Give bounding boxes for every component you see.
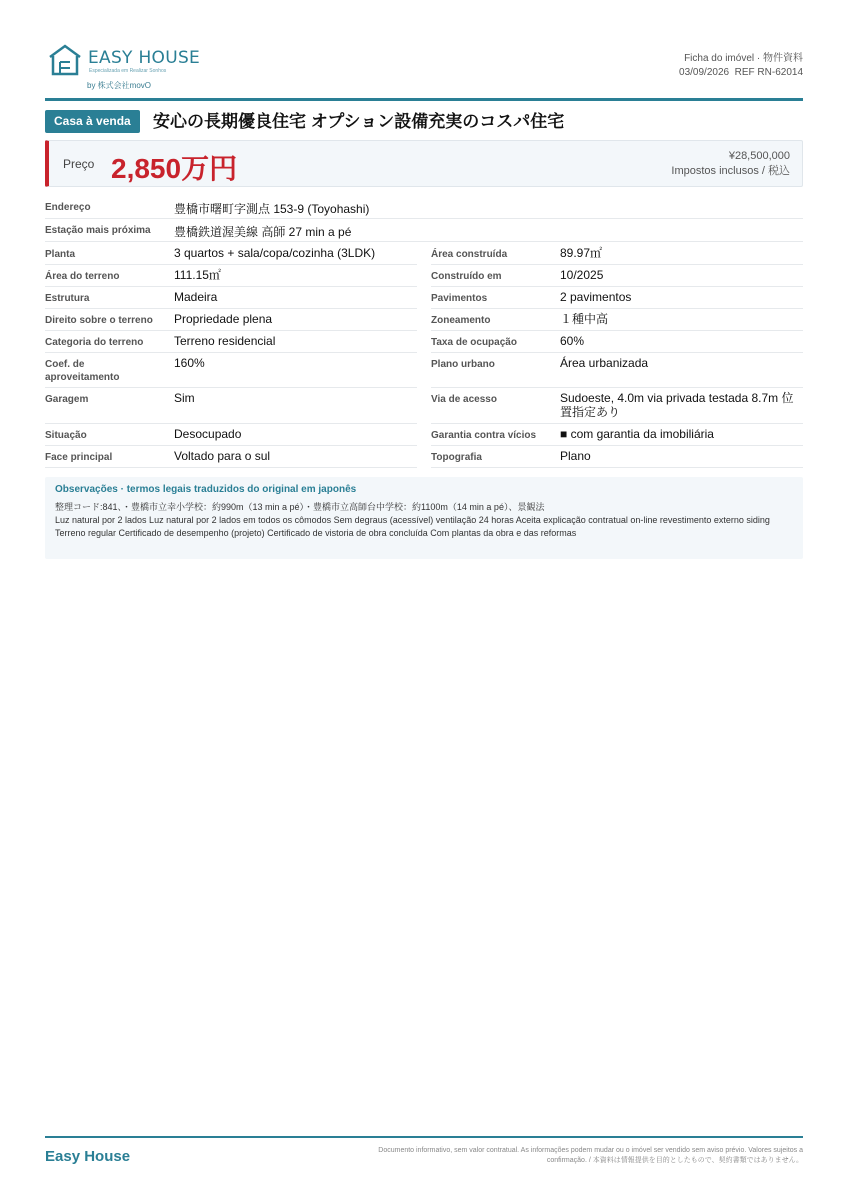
price-label: Preço (63, 157, 95, 171)
notes-line-2: Luz natural por 2 lados Luz natural por 2 lados em todos os cômodos Sem degraus (acessível) ventilação 24 horas Aceita explicação contratual on-line revestimento externo siding Terreno regular Certificado de desempenho (projeto) Certificado de vistoria de obra concluída Com plantas da obra e das reformas (55, 515, 770, 538)
detail-cell (45, 352, 417, 388)
detail-label: Plano urbano (431, 359, 495, 370)
detail-value: Propriedade plena (174, 312, 273, 326)
house-logo-icon (48, 44, 82, 76)
detail-label: Situação (45, 430, 87, 441)
listing-title: 安心の長期優良住宅 オプション設備充実のコスパ住宅 (153, 112, 565, 131)
logo-name: EASY HOUSE (88, 48, 201, 68)
detail-cell (431, 242, 803, 265)
detail-row (45, 196, 803, 219)
doc-ref: REF RN-62014 (734, 67, 803, 78)
detail-row (45, 308, 803, 330)
detail-value: 10/2025 (560, 268, 604, 282)
detail-label: Garantia contra vícios (431, 430, 537, 441)
detail-label: Coef. de aproveitamento (45, 359, 120, 383)
detail-cell (431, 387, 803, 424)
detail-row (45, 286, 803, 308)
detail-label: Face principal (45, 452, 113, 463)
doc-date: 03/09/2026 (679, 67, 730, 78)
detail-value: 2 pavimentos (560, 290, 632, 304)
price-details (671, 149, 790, 179)
detail-value: Sim (174, 391, 195, 405)
detail-label: Pavimentos (431, 293, 488, 304)
detail-value: Plano (560, 449, 591, 463)
detail-row (45, 242, 803, 264)
detail-value: 111.15㎡ (174, 268, 221, 282)
tax-note: Impostos inclusos / 税込 (671, 165, 790, 177)
notes-line-1: 整理コード:841、・豊橋市立幸小学校：約990m（13 min a pé）・豊橋市立高師台中学校：約1100m（14 min a pé）、景観法 (55, 502, 545, 512)
detail-value: 3 quartos + sala/copa/cozinha (3LDK) (174, 246, 376, 260)
detail-value: 89.97㎡ (560, 246, 603, 260)
price-value: 2,850万円 (111, 153, 238, 184)
detail-value: Madeira (174, 290, 218, 304)
detail-cell (45, 423, 417, 446)
address-label: Endereço (45, 202, 91, 213)
detail-cell (45, 264, 417, 287)
detail-row (45, 330, 803, 352)
price-box (45, 140, 803, 187)
detail-cell (45, 286, 417, 309)
detail-value: Sudoeste, 4.0m via privada testada 8.7m 位置指定あり (560, 391, 794, 419)
header-divider (45, 98, 803, 101)
logo-by: by 株式会社movO (87, 81, 152, 90)
detail-cell (45, 445, 417, 468)
detail-cell (431, 286, 803, 309)
detail-cell (45, 242, 417, 265)
document-meta (679, 52, 803, 80)
sale-badge: Casa à venda (45, 110, 140, 133)
detail-label: Área construída (431, 249, 508, 260)
detail-row (45, 423, 803, 445)
detail-cell (431, 264, 803, 287)
logo (48, 42, 201, 92)
detail-cell (431, 308, 803, 331)
price-yen: ¥28,500,000 (728, 150, 790, 162)
detail-cell (431, 445, 803, 468)
detail-row (45, 445, 803, 467)
station-value: 豊橋鉄道渥美線 高師 27 min a pé (174, 225, 352, 239)
detail-label: Categoria do terreno (45, 337, 144, 348)
detail-label: Zoneamento (431, 315, 491, 326)
footer-disclaimer: Documento informativo, sem valor contratual. As informações podem mudar ou o imóvel ser vendido sem aviso prévio. Valores sujeitos a confirmação. / 本資料は情報提供を目的としたもので、契約書類ではありません。 (378, 1147, 803, 1164)
details-table (45, 196, 803, 467)
notes-title: Observações · termos legais traduzidos do original em japonês (55, 484, 357, 495)
detail-row (45, 219, 803, 242)
detail-label: Estrutura (45, 293, 90, 304)
detail-cell (45, 308, 417, 331)
detail-value: ■ com garantia da imobiliária (560, 427, 714, 441)
detail-cell (45, 387, 417, 424)
detail-row (45, 352, 803, 387)
detail-label: Via de acesso (431, 394, 497, 405)
detail-label: Garagem (45, 394, 89, 405)
header (45, 42, 803, 100)
detail-label: Taxa de ocupação (431, 337, 517, 348)
title-row (45, 110, 803, 134)
logo-tagline: Especializada em Realizar Sonhos (89, 68, 167, 74)
footer-divider (45, 1136, 803, 1138)
detail-cell (431, 352, 803, 388)
date-ref (679, 66, 803, 80)
detail-cell (431, 330, 803, 353)
detail-row (45, 387, 803, 423)
detail-value: Área urbanizada (560, 356, 649, 370)
detail-label: Topografia (431, 452, 482, 463)
detail-value: 160% (174, 356, 205, 370)
detail-label: Área do terreno (45, 271, 120, 282)
detail-row (45, 264, 803, 286)
detail-value: Desocupado (174, 427, 242, 441)
detail-cell (45, 330, 417, 353)
detail-value: 60% (560, 334, 585, 348)
detail-cell (431, 423, 803, 446)
doc-type: Ficha do imóvel · 物件資料 (684, 53, 803, 64)
detail-label: Direito sobre o terreno (45, 315, 153, 326)
detail-value: Voltado para o sul (174, 449, 271, 463)
detail-label: Planta (45, 249, 76, 260)
footer-brand: Easy House (45, 1148, 131, 1165)
station-label: Estação mais próxima (45, 225, 151, 236)
detail-value: Terreno residencial (174, 334, 276, 348)
address-value: 豊橋市曙町字測点 153-9 (Toyohashi) (174, 202, 370, 216)
detail-label: Construído em (431, 271, 502, 282)
detail-value: １種中高 (560, 312, 609, 326)
notes-panel (45, 477, 803, 559)
